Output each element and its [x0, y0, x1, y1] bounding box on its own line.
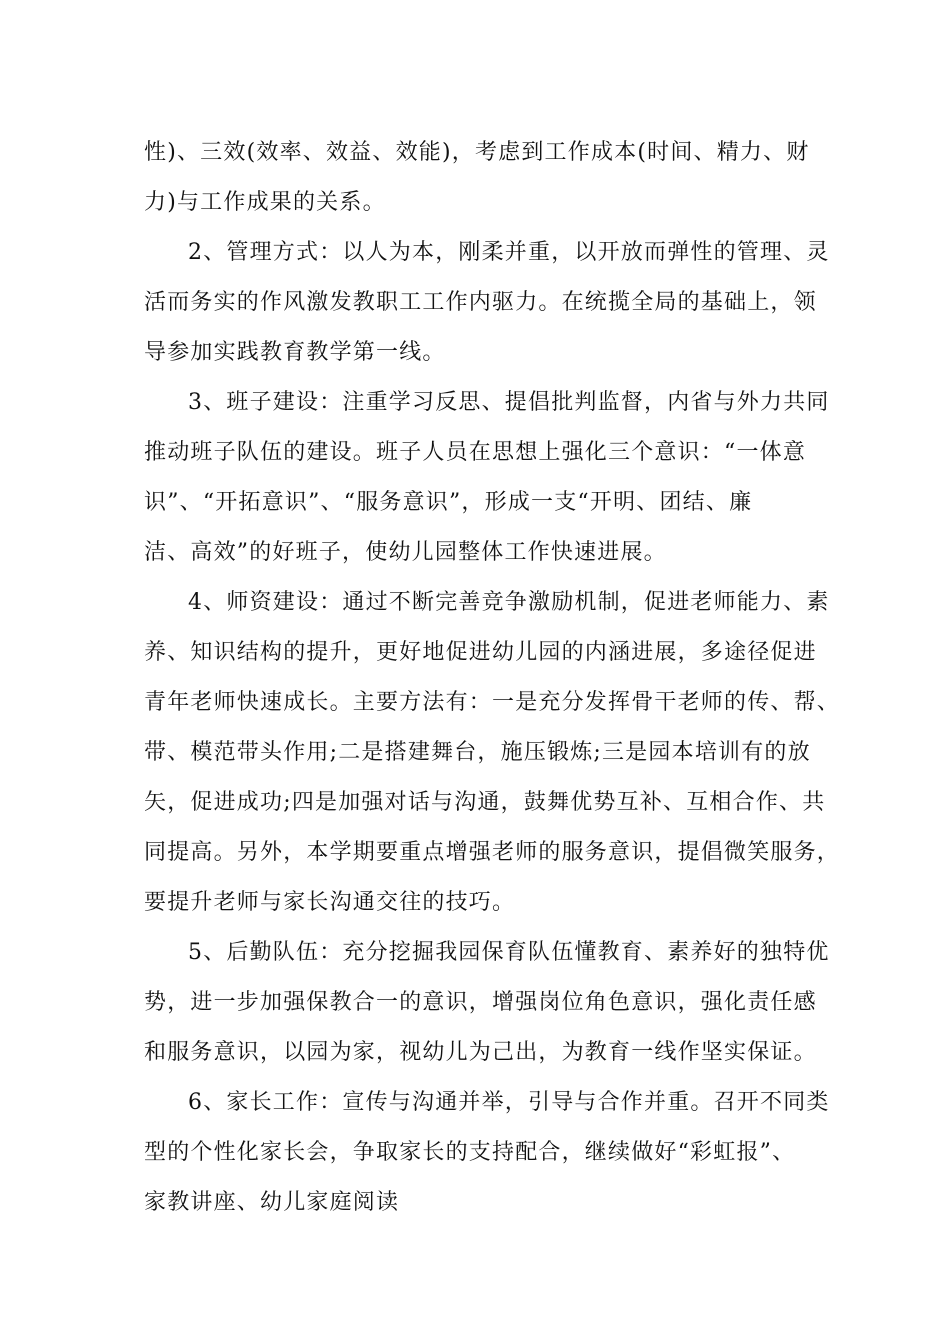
document-body	[144, 128, 841, 1228]
text-line: 青年老师快速成长。主要方法有：一是充分发挥骨干老师的传、帮、	[144, 690, 841, 715]
text-line: 性)、三效(效率、效益、效能)，考虑到工作成本(时间、精力、财	[144, 140, 810, 165]
paragraph-start-line: 5、后勤队伍：充分挖掘我园保育队伍懂教育、素养好的独特优	[188, 940, 830, 965]
text-line: 势，进一步加强保教合一的意识，增强岗位角色意识，强化责任感	[144, 990, 817, 1015]
paragraph-start-line: 6、家长工作：宣传与沟通并举，引导与合作并重。召开不同类	[188, 1090, 830, 1115]
text-line: 和服务意识，以园为家，视幼儿为己出，为教育一线作坚实保证。	[144, 1040, 817, 1065]
text-line: 矢，促进成功;四是加强对话与沟通，鼓舞优势互补、互相合作、共	[144, 790, 826, 815]
text-line: 识”、“开拓意识”、“服务意识”，形成一支“开明、团结、廉	[144, 490, 753, 515]
text-line: 带、模范带头作用;二是搭建舞台，施压锻炼;三是园本培训有的放	[144, 740, 811, 765]
text-line: 洁、高效”的好班子，使幼儿园整体工作快速进展。	[144, 540, 667, 565]
paragraph-start-line: 2、管理方式：以人为本，刚柔并重，以开放而弹性的管理、灵	[188, 240, 830, 265]
text-line: 要提升老师与家长沟通交往的技巧。	[144, 890, 516, 915]
text-line: 推动班子队伍的建设。班子人员在思想上强化三个意识：“一体意	[144, 440, 807, 465]
text-line: 型的个性化家长会，争取家长的支持配合，继续做好“彩虹报”、	[144, 1140, 796, 1165]
text-line: 导参加实践教育教学第一线。	[144, 340, 446, 365]
text-line: 家教讲座、幼儿家庭阅读	[144, 1190, 400, 1215]
paragraph-start-line: 4、师资建设：通过不断完善竞争激励机制，促进老师能力、素	[188, 590, 830, 615]
text-line: 养、知识结构的提升，更好地促进幼儿园的内涵进展，多途径促进	[144, 640, 817, 665]
paragraph-start-line: 3、班子建设：注重学习反思、提倡批判监督，内省与外力共同	[188, 390, 830, 415]
text-line: 力)与工作成果的关系。	[144, 190, 386, 215]
text-line: 同提高。另外，本学期要重点增强老师的服务意识，提倡微笑服务，	[144, 840, 841, 865]
text-line: 活而务实的作风激发教职工工作内驱力。在统揽全局的基础上，领	[144, 290, 817, 315]
